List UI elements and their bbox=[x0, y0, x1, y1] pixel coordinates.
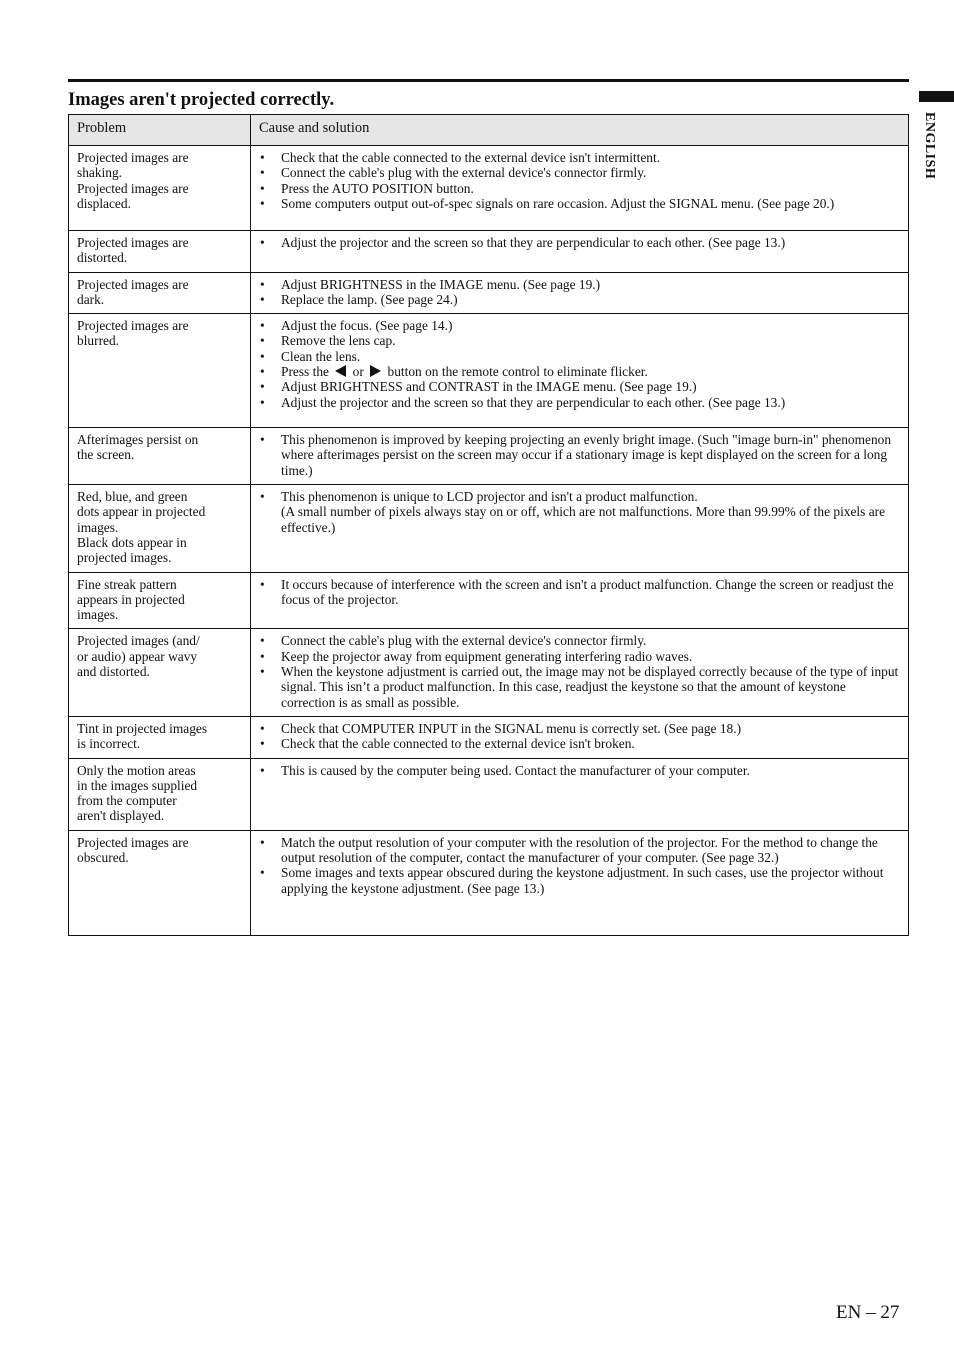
table-row bbox=[69, 231, 909, 273]
solution-list bbox=[259, 577, 900, 608]
left-arrow-icon bbox=[335, 365, 346, 377]
solution-list bbox=[259, 318, 900, 410]
solution-cell bbox=[251, 716, 909, 758]
solution-list bbox=[259, 489, 900, 535]
solution-item: • It occurs because of interference with the screen and isn't a product malfunction. Change the screen or readjust the focus of the projector. bbox=[259, 577, 900, 608]
solution-cell bbox=[251, 629, 909, 716]
solution-list bbox=[259, 432, 900, 478]
table-row bbox=[69, 758, 909, 830]
solution-cell bbox=[251, 231, 909, 273]
solution-item: • Keep the projector away from equipment generating interfering radio waves. bbox=[259, 649, 900, 664]
problem-cell: Afterimages persist on the screen. bbox=[69, 428, 251, 485]
language-label: ENGLISH bbox=[922, 112, 937, 180]
page-number: EN – 27 bbox=[836, 1302, 900, 1323]
solution-item: • Remove the lens cap. bbox=[259, 333, 900, 348]
problem-cell: Projected images are distorted. bbox=[69, 231, 251, 273]
table-row bbox=[69, 272, 909, 314]
solution-item: • Press the AUTO POSITION button. bbox=[259, 181, 900, 196]
problem-cell: Projected images are dark. bbox=[69, 272, 251, 314]
solution-list bbox=[259, 235, 900, 250]
problem-cell: Projected images (and/ or audio) appear wavy and distorted. bbox=[69, 629, 251, 716]
table-row bbox=[69, 485, 909, 572]
problem-cell: Tint in projected images is incorrect. bbox=[69, 716, 251, 758]
section-title: Images aren't projected correctly. bbox=[68, 90, 335, 110]
solution-item: • When the keystone adjustment is carried out, the image may not be displayed correctly because of the type of input signal. This isn’t a product malfunction. In this case, readjust the keystone so that the amount of keystone correction is as small as possible. bbox=[259, 664, 900, 710]
solution-item: • Some images and texts appear obscured during the keystone adjustment. In such cases, use the projector without applying the keystone adjustment. (See page 13.) bbox=[259, 865, 900, 896]
solution-text-post: button on the remote control to eliminate flicker. bbox=[384, 364, 648, 380]
solution-cell bbox=[251, 758, 909, 830]
solution-cell bbox=[251, 485, 909, 572]
header-problem: Problem bbox=[69, 115, 251, 146]
solution-item: • Check that COMPUTER INPUT in the SIGNAL menu is correctly set. (See page 18.) bbox=[259, 721, 900, 736]
table-header-row bbox=[69, 115, 909, 146]
solution-item: • This phenomenon is unique to LCD projector and isn't a product malfunction. (A small number of pixels always stay on or off, which are not malfunctions. More than 99.99% of the pixels are effective.) bbox=[259, 489, 900, 535]
solution-item: • Adjust BRIGHTNESS and CONTRAST in the IMAGE menu. (See page 19.) bbox=[259, 379, 900, 394]
solution-item: • Adjust the projector and the screen so that they are perpendicular to each other. (See page 13.) bbox=[259, 395, 900, 410]
solution-cell bbox=[251, 314, 909, 428]
table-row bbox=[69, 629, 909, 716]
right-arrow-icon bbox=[370, 365, 381, 377]
solution-list bbox=[259, 277, 900, 308]
solution-item: • Replace the lamp. (See page 24.) bbox=[259, 292, 900, 307]
table-row bbox=[69, 428, 909, 485]
solution-cell bbox=[251, 428, 909, 485]
solution-text-mid: or bbox=[349, 364, 368, 380]
problem-cell: Only the motion areas in the images supplied from the computer aren't displayed. bbox=[69, 758, 251, 830]
solution-cell bbox=[251, 830, 909, 935]
table-row bbox=[69, 314, 909, 428]
solution-item: • Adjust BRIGHTNESS in the IMAGE menu. (See page 19.) bbox=[259, 277, 900, 292]
solution-text-pre: Press the bbox=[281, 364, 333, 380]
solution-cell bbox=[251, 146, 909, 231]
table-body bbox=[69, 146, 909, 936]
solution-item: • Connect the cable's plug with the external device's connector firmly. bbox=[259, 165, 900, 180]
solution-item: • Match the output resolution of your computer with the resolution of the projector. For the method to change the output resolution of the computer, contact the manufacturer of your computer. (See page 32.) bbox=[259, 835, 900, 866]
problem-cell: Projected images are blurred. bbox=[69, 314, 251, 428]
problem-cell: Fine streak pattern appears in projected images. bbox=[69, 572, 251, 629]
table-row bbox=[69, 716, 909, 758]
solution-item: • Adjust the projector and the screen so that they are perpendicular to each other. (See page 13.) bbox=[259, 235, 900, 250]
table-row bbox=[69, 572, 909, 629]
solution-list bbox=[259, 763, 900, 778]
solution-item bbox=[259, 364, 900, 379]
header-cause-solution: Cause and solution bbox=[251, 115, 909, 146]
solution-list bbox=[259, 721, 900, 752]
solution-cell bbox=[251, 272, 909, 314]
table-row bbox=[69, 830, 909, 935]
solution-item: • Check that the cable connected to the external device isn't intermittent. bbox=[259, 150, 900, 165]
solution-cell bbox=[251, 572, 909, 629]
top-rule bbox=[68, 79, 909, 82]
troubleshooting-table bbox=[68, 114, 909, 936]
problem-cell: Projected images are shaking. Projected images are displaced. bbox=[69, 146, 251, 231]
solution-item: • Some computers output out-of-spec signals on rare occasion. Adjust the SIGNAL menu. (See page 20.) bbox=[259, 196, 900, 211]
problem-cell: Red, blue, and green dots appear in projected images. Black dots appear in projected images. bbox=[69, 485, 251, 572]
problem-cell: Projected images are obscured. bbox=[69, 830, 251, 935]
language-tab-bar bbox=[919, 91, 954, 102]
solution-list bbox=[259, 150, 900, 211]
solution-item: • Check that the cable connected to the external device isn't broken. bbox=[259, 736, 900, 751]
solution-item: • Adjust the focus. (See page 14.) bbox=[259, 318, 900, 333]
table-row bbox=[69, 146, 909, 231]
solution-list bbox=[259, 835, 900, 896]
solution-item: • This is caused by the computer being used. Contact the manufacturer of your computer. bbox=[259, 763, 900, 778]
solution-list bbox=[259, 633, 900, 709]
solution-item: • This phenomenon is improved by keeping projecting an evenly bright image. (Such "image burn-in" phenomenon where afterimages persist on the screen may occur if a stationary image is kept displayed on the screen for a long time.) bbox=[259, 432, 900, 478]
solution-item: • Connect the cable's plug with the external device's connector firmly. bbox=[259, 633, 900, 648]
solution-item: • Clean the lens. bbox=[259, 349, 900, 364]
